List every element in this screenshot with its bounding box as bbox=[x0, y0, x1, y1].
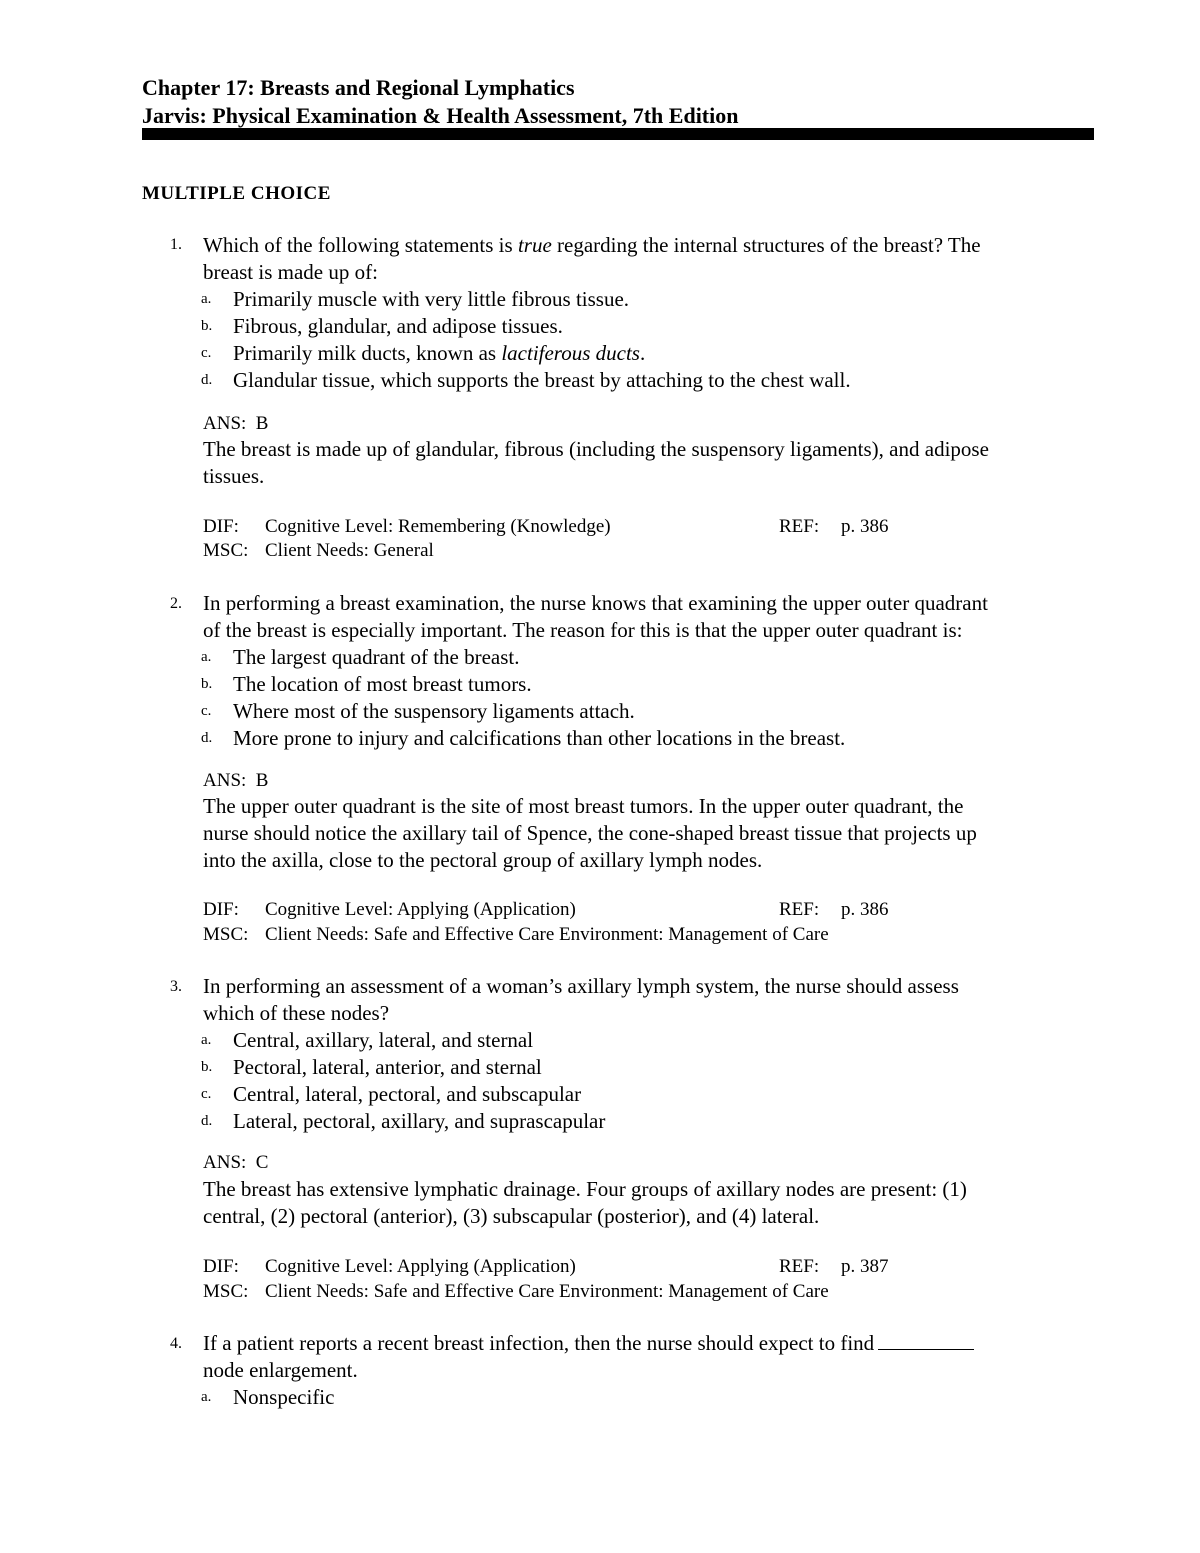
option-text-part: Primarily milk ducts, known as bbox=[233, 341, 502, 365]
option-text: The location of most breast tumors. bbox=[233, 672, 532, 696]
option-text: Fibrous, glandular, and adipose tissues. bbox=[233, 314, 563, 338]
option-letter: c. bbox=[201, 345, 212, 361]
ref-label: REF: bbox=[779, 516, 820, 537]
dif-value: Cognitive Level: Applying (Application) bbox=[265, 899, 576, 920]
option-text: Pectoral, lateral, anterior, and sternal bbox=[233, 1055, 542, 1079]
option-letter: c. bbox=[201, 1086, 212, 1102]
question-number: 3. bbox=[170, 978, 182, 995]
option-text-part: . bbox=[639, 341, 646, 365]
msc-label: MSC: bbox=[203, 540, 249, 561]
option-letter: a. bbox=[201, 291, 212, 307]
question-stem: In performing a breast examination, the nurse knows that examining the upper outer quadrant bbox=[203, 591, 988, 615]
option-text bbox=[233, 341, 645, 366]
question-stem: In performing an assessment of a woman’s axillary lymph system, the nurse should assess bbox=[203, 974, 959, 998]
msc-value: Client Needs: General bbox=[265, 540, 434, 561]
rationale-text: into the axilla, close to the pectoral group of axillary lymph nodes. bbox=[203, 848, 763, 872]
ref-value: p. 387 bbox=[841, 1256, 889, 1277]
option-text: Lateral, pectoral, axillary, and suprascapular bbox=[233, 1109, 606, 1133]
question-stem: node enlargement. bbox=[203, 1358, 358, 1382]
rationale-text: The upper outer quadrant is the site of most breast tumors. In the upper outer quadrant, the bbox=[203, 794, 964, 818]
answer-line bbox=[203, 770, 268, 792]
option-letter: d. bbox=[201, 730, 213, 746]
option-text: More prone to injury and calcifications than other locations in the breast. bbox=[233, 726, 846, 750]
msc-value: Client Needs: Safe and Effective Care Environment: Management of Care bbox=[265, 924, 829, 945]
rationale-text: The breast is made up of glandular, fibrous (including the suspensory ligaments), and adipose bbox=[203, 437, 989, 461]
option-text: Central, lateral, pectoral, and subscapular bbox=[233, 1082, 582, 1106]
option-letter: a. bbox=[201, 1032, 212, 1048]
option-letter: c. bbox=[201, 703, 212, 719]
rationale-text: central, (2) pectoral (anterior), (3) subscapular (posterior), and (4) lateral. bbox=[203, 1204, 820, 1228]
dif-label: DIF: bbox=[203, 1256, 239, 1277]
ref-value: p. 386 bbox=[841, 516, 889, 537]
ref-label: REF: bbox=[779, 1256, 820, 1277]
chapter-title: Chapter 17: Breasts and Regional Lymphatics bbox=[142, 75, 575, 100]
option-text: Primarily muscle with very little fibrous tissue. bbox=[233, 287, 630, 311]
question-stem: breast is made up of: bbox=[203, 260, 378, 284]
msc-value: Client Needs: Safe and Effective Care Environment: Management of Care bbox=[265, 1281, 829, 1302]
rationale-text: tissues. bbox=[203, 464, 265, 488]
stem-text: If a patient reports a recent breast infection, then the nurse should expect to find bbox=[203, 1331, 875, 1355]
answer-value: B bbox=[255, 770, 269, 791]
answer-value: C bbox=[255, 1152, 269, 1173]
option-emphasis: lactiferous ducts bbox=[501, 341, 640, 365]
question-number: 2. bbox=[170, 595, 182, 612]
option-letter: a. bbox=[201, 1389, 212, 1405]
option-text: Central, axillary, lateral, and sternal bbox=[233, 1028, 534, 1052]
header-rule bbox=[142, 128, 1094, 140]
fill-in-blank bbox=[878, 1331, 974, 1350]
dif-value: Cognitive Level: Remembering (Knowledge) bbox=[265, 516, 611, 537]
stem-text: regarding the internal structures of the breast? The bbox=[551, 233, 981, 257]
question-stem: which of these nodes? bbox=[203, 1001, 390, 1025]
answer-label: ANS: bbox=[203, 1152, 247, 1173]
option-text: Glandular tissue, which supports the breast by attaching to the chest wall. bbox=[233, 368, 851, 392]
msc-label: MSC: bbox=[203, 1281, 249, 1302]
answer-label: ANS: bbox=[203, 770, 247, 791]
answer-line bbox=[203, 413, 268, 435]
question-number: 4. bbox=[170, 1335, 182, 1352]
msc-label: MSC: bbox=[203, 924, 249, 945]
dif-label: DIF: bbox=[203, 899, 239, 920]
answer-label: ANS: bbox=[203, 413, 247, 434]
stem-text: Which of the following statements is bbox=[203, 233, 518, 257]
option-text: The largest quadrant of the breast. bbox=[233, 645, 520, 669]
option-letter: b. bbox=[201, 318, 213, 334]
option-letter: d. bbox=[201, 372, 213, 388]
rationale-text: nurse should notice the axillary tail of Spence, the cone-shaped breast tissue that projects up bbox=[203, 821, 977, 845]
answer-line bbox=[203, 1152, 268, 1174]
option-text: Where most of the suspensory ligaments attach. bbox=[233, 699, 635, 723]
question-stem bbox=[203, 233, 981, 258]
answer-value: B bbox=[255, 413, 269, 434]
dif-value: Cognitive Level: Applying (Application) bbox=[265, 1256, 576, 1277]
option-text: Nonspecific bbox=[233, 1385, 335, 1409]
section-title: MULTIPLE CHOICE bbox=[142, 183, 331, 204]
question-number: 1. bbox=[170, 236, 182, 253]
option-letter: b. bbox=[201, 1059, 213, 1075]
ref-label: REF: bbox=[779, 899, 820, 920]
dif-label: DIF: bbox=[203, 516, 239, 537]
rationale-text: The breast has extensive lymphatic drainage. Four groups of axillary nodes are present: (1) bbox=[203, 1177, 967, 1201]
option-letter: b. bbox=[201, 676, 213, 692]
option-letter: a. bbox=[201, 649, 212, 665]
option-letter: d. bbox=[201, 1113, 213, 1129]
question-stem bbox=[203, 1331, 974, 1356]
book-title: Jarvis: Physical Examination & Health Assessment, 7th Edition bbox=[142, 103, 739, 128]
ref-value: p. 386 bbox=[841, 899, 889, 920]
stem-emphasis: true bbox=[517, 233, 552, 257]
question-stem: of the breast is especially important. The reason for this is that the upper outer quadrant is: bbox=[203, 618, 963, 642]
